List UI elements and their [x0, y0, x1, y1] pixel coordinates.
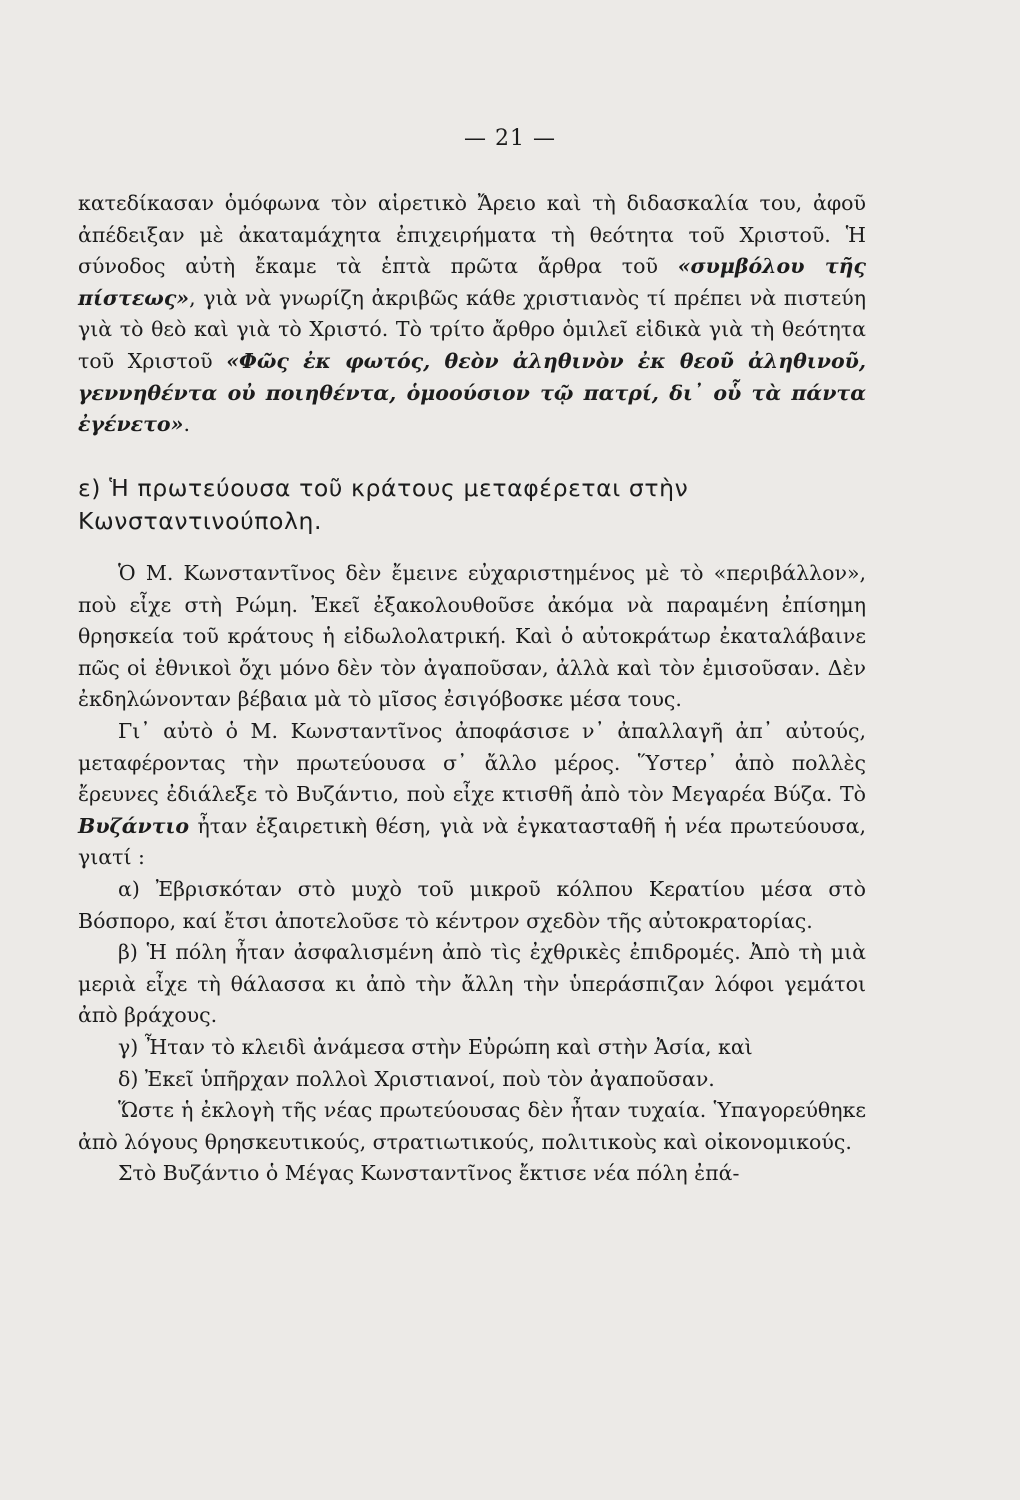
creed-quotation: «Φῶς ἐκ φωτός, θεὸν ἀληθινὸν ἐκ θεοῦ ἀληθινοῦ, γεννηθέντα οὐ ποιηθέντα, ὁμοούσιον τῷ πατρί, δι᾽ οὗ τὰ πάντα ἐγένετο» — [78, 348, 866, 437]
list-item-d: δ) Ἐκεῖ ὑπῆρχαν πολλοὶ Χριστιανοί, ποὺ τὸν ἀγαποῦσαν. — [118, 1066, 715, 1091]
text-run: . — [183, 412, 190, 437]
paragraph: Ὥστε ἡ ἐκλογὴ τῆς νέας πρωτεύουσας δὲν ἦταν τυχαία. Ὑπαγορεύθηκε ἀπὸ λόγους θρησκευτικούς, στρατιωτικούς, πολιτικοὺς καὶ οἰκονομικούς. — [78, 1098, 866, 1154]
text-run: Γι᾽ αὐτὸ ὁ Μ. Κωνσταντῖνος ἀποφάσισε ν᾽ ἀπαλλαγῆ ἀπ᾽ αὐτούς, μεταφέροντας τὴν πρωτεύουσα σ᾽ ἄλλο μέρος. Ὕστερ᾽ ἀπὸ πολλὲς ἔρευνες ἐδιάλεξε τὸ Βυζάντιο, ποὺ εἶχε κτισθῆ ἀπὸ τὸν Μεγαρέα Βύζα. Τὸ — [78, 718, 866, 807]
list-item-c: γ) Ἦταν τὸ κλειδὶ ἀνάμεσα στὴν Εὐρώπη καὶ στὴν Ἀσία, καὶ — [118, 1034, 753, 1059]
paragraph — [78, 188, 866, 441]
section-body — [78, 558, 866, 1190]
section-heading: ε) Ἡ πρωτεύουσα τοῦ κράτους μεταφέρεται στὴν Κωνσταντινούπολη. — [78, 474, 689, 535]
text-run: ἦταν ἐξαιρετικὴ θέση, γιὰ νὰ ἐγκατασταθῆ ἡ νέα πρωτεύουσα, γιατί : — [78, 813, 866, 870]
list-item-b: β) Ἡ πόλη ἦταν ἀσφαλισμένη ἀπὸ τὶς ἐχθρικὲς ἐπιδρομές. Ἀπὸ τὴ μιὰ μεριὰ εἶχε τὴ θάλασσα κι ἀπὸ τὴν ἄλλη τὴν ὑπεράσπιζαν λόφοι γεμάτοι ἀπὸ βράχους. — [78, 940, 866, 1028]
emphasis-symbol-of-faith: «συμβόλου τῆς πίστεως» — [78, 254, 866, 310]
paragraph: Στὸ Βυζάντιο ὁ Μέγας Κωνσταντῖνος ἔκτισε νέα πόλη ἐπά- — [118, 1161, 740, 1186]
list-item-a: α) Ἐβρισκόταν στὸ μυχὸ τοῦ μικροῦ κόλπου Κερατίου μέσα στὸ Βόσπορο, καί ἔτσι ἀποτελοῦσε τὸ κέντρον σχεδὸν τῆς αὐτοκρατορίας. — [78, 876, 866, 933]
paragraph: Ὁ Μ. Κωνσταντῖνος δὲν ἔμεινε εὐχαριστημένος μὲ τὸ «περιβάλλον», ποὺ εἶχε στὴ Ρώμη. Ἐκεῖ ἐξακολουθοῦσε ἀκόμα νὰ παραμένη ἐπίσημη θρησκεία τοῦ κράτους ἡ εἰδωλολατρική. Καὶ ὁ αὐτοκράτωρ ἐκαταλάβαινε πῶς οἱ ἐθνικοὶ ὄχι μόνο δὲν τὸν ἀγαποῦσαν, ἀλλὰ καὶ τὸν ἐμισοῦσαν. Δὲν ἐκδηλώνονταν βέβαια μὰ τὸ μῖσος ἐσιγόβοσκε μέσα τους. — [78, 561, 866, 712]
emphasis-byzantium: Βυζάντιο — [78, 813, 190, 838]
paragraph — [78, 716, 866, 874]
opening-paragraph — [78, 188, 866, 441]
page-number: — 21 — — [464, 126, 556, 151]
text-run: κατεδίκασαν ὁμόφωνα τὸν αἱρετικὸ Ἄρειο καὶ τὴ διδασκαλία του, ἀφοῦ ἀπέδειξαν μὲ ἀκαταμάχητα ἐπιχειρήματα τὴ θεότητα τοῦ Χριστοῦ. Ἡ σύνοδος αὐτὴ ἔκαμε τὰ ἑπτὰ πρῶτα ἄρθρα τοῦ — [78, 191, 866, 279]
text-run: , γιὰ νὰ γνωρίζη ἀκριβῶς κάθε χριστιανὸς τί πρέπει νὰ πιστεύη γιὰ τὸ θεὸ καὶ γιὰ τὸ Χριστό. Τὸ τρίτο ἄρθρο ὁμιλεῖ εἰδικὰ γιὰ τὴ θεότητα τοῦ Χριστοῦ — [78, 285, 866, 373]
